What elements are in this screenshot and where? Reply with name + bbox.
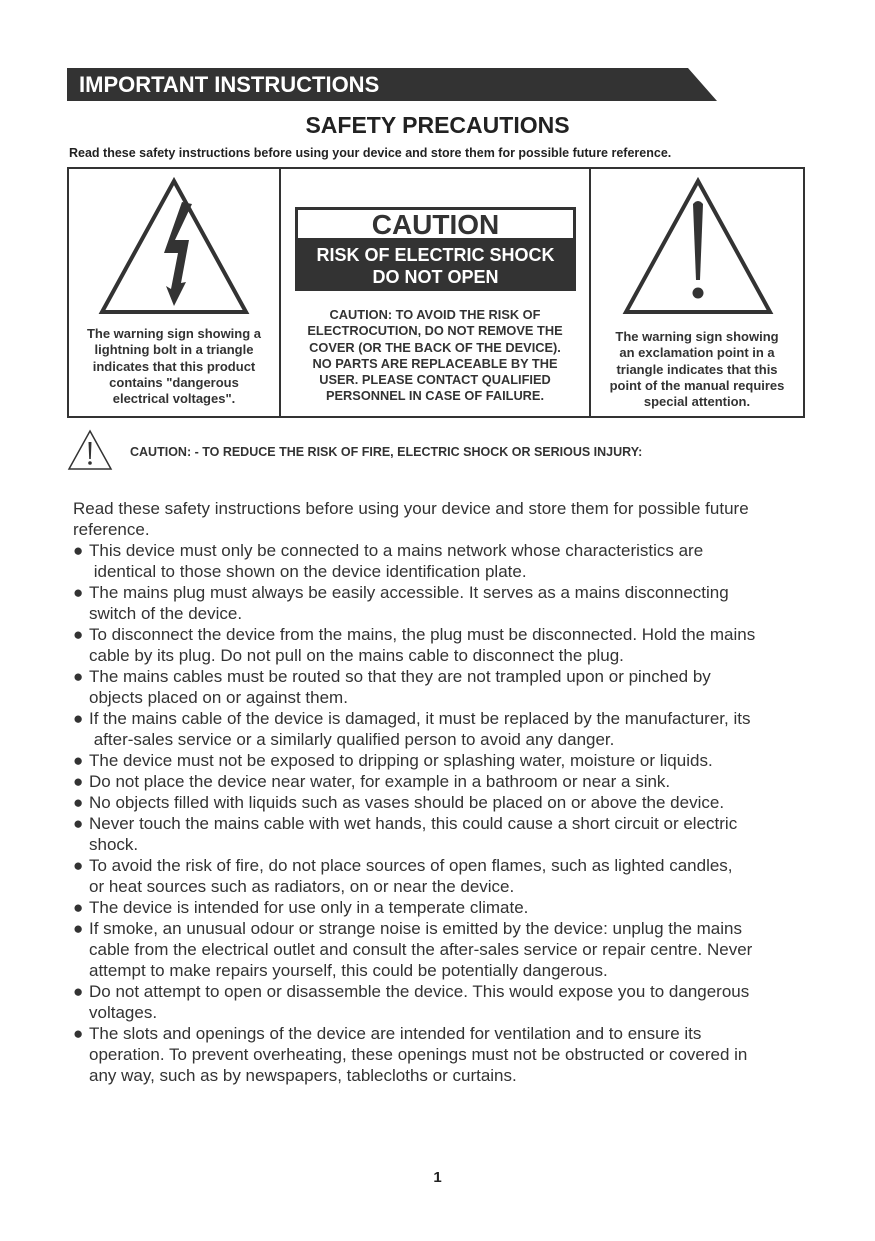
risk-line: RISK OF ELECTRIC SHOCK <box>316 245 555 265</box>
caution-line: CAUTION: TO AVOID THE RISK OF <box>329 307 541 322</box>
bullet-line: The slots and openings of the device are intended for ventilation and to ensure its <box>89 1024 702 1043</box>
safety-instructions-body <box>73 498 843 1086</box>
risk-label <box>295 241 576 291</box>
exclamation-description <box>591 329 803 410</box>
list-item <box>73 918 843 981</box>
caution-line: PERSONNEL IN CASE OF FAILURE. <box>325 388 545 404</box>
caution-line: USER. PLEASE CONTACT QUALIFIED <box>319 372 551 388</box>
exclamation-triangle-icon <box>67 429 113 471</box>
lightning-line: contains "dangerous <box>109 374 239 390</box>
intro-line: reference. <box>73 520 150 539</box>
list-item <box>73 855 843 897</box>
bullet-line: The mains plug must always be easily accessible. It serves as a mains disconnecting <box>89 583 729 602</box>
caution-statement: CAUTION: - TO REDUCE THE RISK OF FIRE, ELECTRIC SHOCK OR SERIOUS INJURY: <box>130 445 643 459</box>
bullet-line: voltages. <box>89 1003 158 1022</box>
bullet-line: shock. <box>89 835 139 854</box>
section-title: SAFETY PRECAUTIONS <box>305 112 570 138</box>
bullet-line: cable by its plug. Do not pull on the mains cable to disconnect the plug. <box>89 646 624 665</box>
exclamation-line: point of the manual requires <box>609 377 785 393</box>
caution-description <box>281 307 589 405</box>
bullet-line: This device must only be connected to a mains network whose characteristics are <box>89 541 704 560</box>
exclamation-line: The warning sign showing <box>615 329 779 344</box>
list-item <box>73 981 843 1023</box>
bullet-line: switch of the device. <box>89 604 243 623</box>
list-item <box>73 540 843 582</box>
bullet-icon: ● <box>73 541 84 560</box>
header-banner <box>67 68 717 101</box>
caution-line: COVER (OR THE BACK OF THE DEVICE). <box>309 339 561 355</box>
lightning-line: The warning sign showing a <box>86 326 262 341</box>
bullet-icon: ● <box>73 583 84 602</box>
bullet-icon: ● <box>73 625 84 644</box>
bullet-line: No objects filled with liquids such as vases should be placed on or above the device. <box>89 793 725 812</box>
bullet-line: If smoke, an unusual odour or strange noise is emitted by the device: unplug the mains <box>89 919 742 938</box>
lightning-description <box>69 326 279 407</box>
exclamation-line: triangle indicates that this <box>616 361 778 377</box>
bullet-line: or heat sources such as radiators, on or near the device. <box>89 877 515 896</box>
bullet-line: The device is intended for use only in a temperate climate. <box>89 898 529 917</box>
bullet-icon: ● <box>73 793 84 812</box>
list-item <box>73 708 843 750</box>
list-item <box>73 624 843 666</box>
caution-line: NO PARTS ARE REPLACEABLE BY THE <box>312 355 558 371</box>
list-item <box>73 813 843 855</box>
list-item <box>73 582 843 624</box>
list-item <box>73 897 843 918</box>
bullet-icon: ● <box>73 709 84 728</box>
caution-label: CAUTION <box>295 207 576 241</box>
bullet-line: attempt to make repairs yourself, this could be potentially dangerous. <box>89 961 608 980</box>
bullet-line: Do not place the device near water, for example in a bathroom or near a sink. <box>89 772 671 791</box>
page-number: 1 <box>433 1169 442 1186</box>
lightning-line: electrical voltages". <box>112 391 236 407</box>
list-item <box>73 666 843 708</box>
bullet-line: The mains cables must be routed so that they are not trampled upon or pinched by <box>89 667 711 686</box>
lightning-line: indicates that this product <box>92 358 256 374</box>
list-item <box>73 792 843 813</box>
bullet-list <box>73 540 843 1086</box>
bullet-line: The device must not be exposed to dripping or splashing water, moisture or liquids. <box>89 751 713 770</box>
risk-line: DO NOT OPEN <box>372 267 499 287</box>
exclamation-line: an exclamation point in a <box>619 345 775 361</box>
bullet-line: identical to those shown on the device identification plate. <box>89 562 527 581</box>
bullet-line: objects placed on or against them. <box>89 688 348 707</box>
bullet-icon: ● <box>73 751 84 770</box>
warning-table <box>67 167 805 418</box>
exclamation-line: special attention. <box>643 394 751 410</box>
bullet-icon: ● <box>73 667 84 686</box>
list-item <box>73 771 843 792</box>
bullet-line: after-sales service or a similarly qualified person to avoid any danger. <box>89 730 615 749</box>
bullet-icon: ● <box>73 856 84 875</box>
warning-cell-lightning <box>69 169 279 416</box>
intro-bold-text: Read these safety instructions before using your device and store them for possible future reference. <box>69 146 672 160</box>
bullet-icon: ● <box>73 1024 84 1043</box>
lightning-triangle-icon <box>98 176 250 316</box>
caution-label-block <box>295 207 576 291</box>
bullet-line: any way, such as by newspapers, tablecloths or curtains. <box>89 1066 517 1085</box>
bullet-line: To avoid the risk of fire, do not place sources of open flames, such as lighted candles, <box>89 856 733 875</box>
bullet-line: cable from the electrical outlet and consult the after-sales service or repair centre. Never <box>89 940 753 959</box>
list-item <box>73 1023 843 1086</box>
intro-paragraph <box>73 498 843 540</box>
lightning-line: lightning bolt in a triangle <box>94 342 254 358</box>
warning-cell-caution <box>281 169 589 416</box>
header-title: IMPORTANT INSTRUCTIONS <box>79 72 380 97</box>
exclamation-triangle-icon <box>622 176 774 316</box>
bullet-line: Do not attempt to open or disassemble the device. This would expose you to dangerous <box>89 982 750 1001</box>
bullet-line: To disconnect the device from the mains, the plug must be disconnected. Hold the mains <box>89 625 756 644</box>
bullet-icon: ● <box>73 919 84 938</box>
list-item <box>73 750 843 771</box>
warning-cell-exclamation <box>591 169 803 416</box>
bullet-line: operation. To prevent overheating, these openings must not be obstructed or covered in <box>89 1045 748 1064</box>
bullet-icon: ● <box>73 772 84 791</box>
caution-line: ELECTROCUTION, DO NOT REMOVE THE <box>307 323 563 339</box>
bullet-line: Never touch the mains cable with wet hands, this could cause a short circuit or electric <box>89 814 738 833</box>
bullet-icon: ● <box>73 898 84 917</box>
bullet-icon: ● <box>73 982 84 1001</box>
bullet-line: If the mains cable of the device is damaged, it must be replaced by the manufacturer, its <box>89 709 751 728</box>
bullet-icon: ● <box>73 814 84 833</box>
intro-line: Read these safety instructions before using your device and store them for possible future <box>73 499 749 518</box>
